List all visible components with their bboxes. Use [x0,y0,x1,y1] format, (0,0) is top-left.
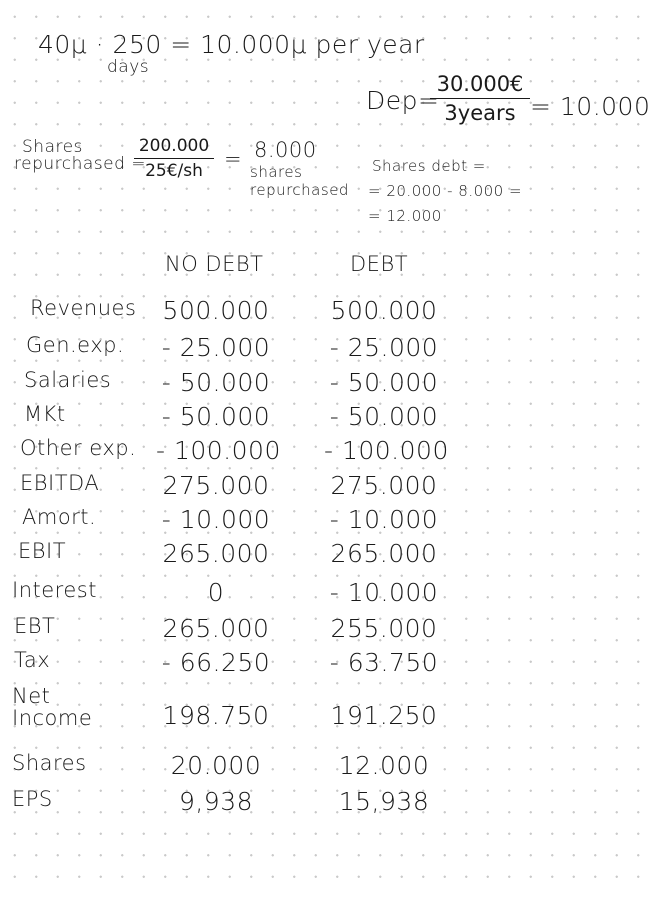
row-label: Gen.exp. [26,333,125,357]
no-debt-value: 275.000 [162,471,270,500]
debt-value: 191.250 [330,701,438,730]
row-label: EPS [12,787,53,811]
row-label: Other exp. [20,436,137,460]
debt-value: 275.000 [330,471,438,500]
shares-repurchased-denominator: 25€/sh [145,161,203,181]
row-label: MKt [24,402,66,426]
dep-fraction [430,72,530,125]
no-debt-value: 500.000 [162,296,270,325]
shares-repurchased-label-bottom: repurchased = [14,154,147,174]
shares-repurchased-fraction-bar [134,158,214,159]
header-debt: DEBT [350,252,409,276]
dep-result: = 10.000 [530,92,650,121]
dep-label: Dep= [366,86,440,115]
debt-value: - 63.750 [329,648,439,677]
row-label: Interest [12,578,97,602]
shares-debt-line3: = 12.000 [368,207,442,225]
dep-denominator: 3years [444,101,516,125]
debt-value: - 50.000 [329,368,439,397]
dep-numerator: 30.000€ [436,72,524,96]
no-debt-value: 198.750 [162,701,270,730]
debt-value: - 10.000 [329,578,439,607]
debt-value: 255.000 [330,614,438,643]
debt-value: - 10.000 [329,505,439,534]
no-debt-value: 20.000 [170,751,262,780]
shares-debt-line2: = 20.000 - 8.000 = [368,182,523,200]
debt-value: 15,938 [338,787,430,816]
no-debt-value: - 50.000 [161,368,271,397]
debt-value: - 25.000 [329,333,439,362]
shares-debt-line1: Shares debt = [372,157,486,175]
row-label: Shares [12,751,87,775]
row-label: Revenues [30,296,137,320]
shares-repurchased-label-top: Shares [22,137,83,157]
calc-working-days: 40μ · 250 = 10.000μ per year [38,30,425,59]
row-label: Net Income [12,684,93,730]
no-debt-value: 265.000 [162,614,270,643]
debt-value: - 100.000 [324,436,449,465]
header-no-debt: NO DEBT [165,252,264,276]
debt-value: - 50.000 [329,402,439,431]
shares-repurchased-value: 8.000 [254,138,317,162]
shares-repurchased-numerator: 200.000 [138,136,210,156]
shares-repurchased-fraction [134,136,214,181]
row-label: EBITDA [20,471,100,495]
row-label: Salaries [24,368,112,392]
no-debt-value: - 25.000 [161,333,271,362]
no-debt-value: 265.000 [162,539,270,568]
no-debt-value: 9,938 [178,787,254,816]
no-debt-value: - 50.000 [161,402,271,431]
row-label: Tax [14,648,51,672]
row-label: Amort. [22,505,97,529]
no-debt-value: 0 [207,578,225,607]
no-debt-value: - 100.000 [156,436,281,465]
debt-value: 500.000 [330,296,438,325]
row-label: EBIT [18,539,67,563]
dep-fraction-bar [430,98,530,99]
row-label: EBT [14,614,56,638]
no-debt-value: - 66.250 [161,648,271,677]
shares-repurchased-equals: = [224,147,243,171]
shares-repurchased-result-label2: repurchased [250,181,349,199]
debt-value: 265.000 [330,539,438,568]
no-debt-value: - 10.000 [161,505,271,534]
calc-days-label: days [107,57,150,77]
debt-value: 12.000 [338,751,430,780]
shares-repurchased-result-label1: shares [250,163,303,181]
